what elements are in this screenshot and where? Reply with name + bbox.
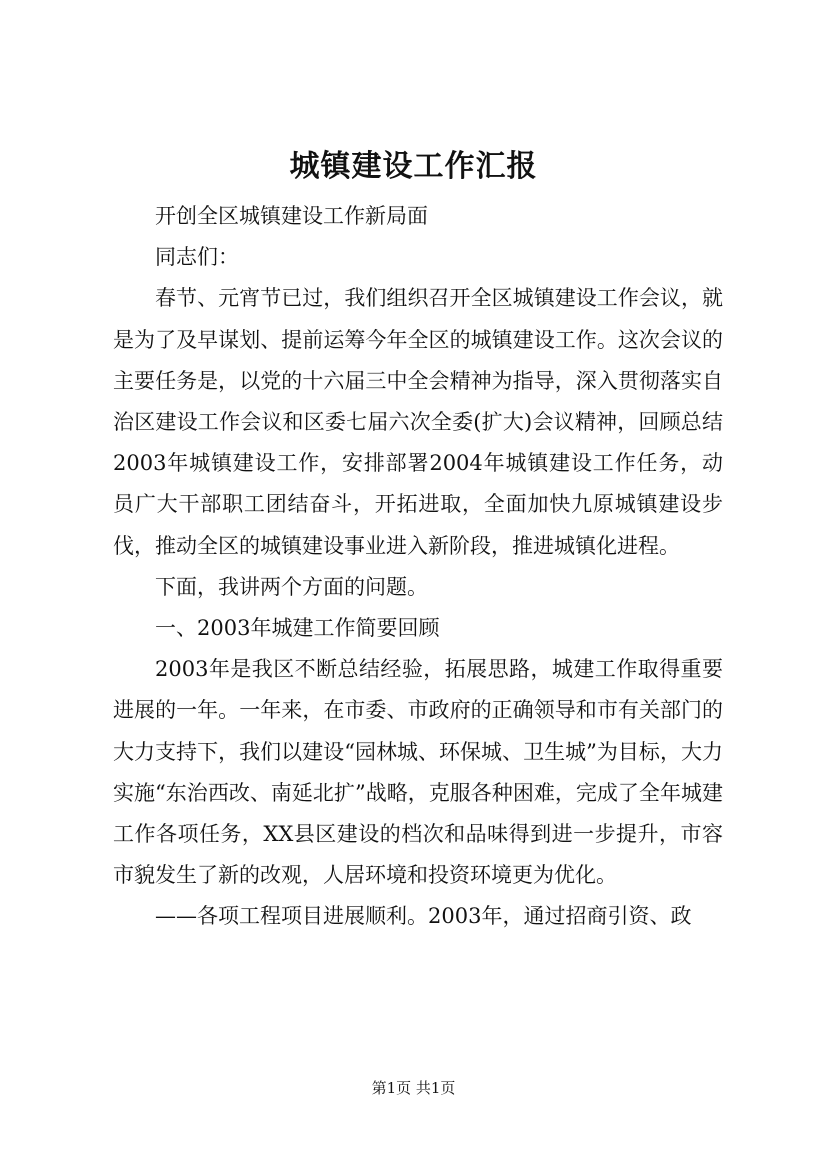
salutation-paragraph: 同志们： [155,245,239,270]
intro-paragraph: 春节、元宵节已过，我们组织召开全区城镇建设工作会议，就是为了及早谋划、提前运筹今年全区的城镇建设工作。这次会议的主要任务是，以党的十六届三中全会精神为指导，深入贯彻落实自治区建设工作会议和区委七届六次全委(扩大)会议精神，回顾总结2003年城镇建设工作，安排部署2004年城镇建设工作任务，动员广大干部职工团结奋斗，开拓进取，全面加快九原城镇建设步伐，推动全区的城镇建设事业进入新阶段，推进城镇化进程。 [113,286,723,558]
review-paragraph: 2003年是我区不断总结经验，拓展思路，城建工作取得重要进展的一年。一年来，在市委、市政府的正确领导和市有关部门的大力支持下，我们以建设“园林城、环保城、卫生城”为目标，大力实施“东治西改、南延北扩”战略，克服各种困难，完成了全年城建工作各项任务，XX县区建设的档次和品味得到进一步提升，市容市貌发生了新的改观，人居环境和投资环境更为优化。 [113,657,723,888]
page-footer: 第1页 共1页 [371,1079,456,1097]
projects-paragraph: ——各项工程项目进展顺利。2003年，通过招商引资、政 [155,904,692,929]
document-title: 城镇建设工作汇报 [289,149,538,184]
transition-paragraph: 下面，我讲两个方面的问题。 [155,574,428,599]
document-body [113,196,723,938]
section-heading: 一、2003年城建工作简要回顾 [155,616,440,641]
subtitle-paragraph: 开创全区城镇建设工作新局面 [155,204,428,228]
